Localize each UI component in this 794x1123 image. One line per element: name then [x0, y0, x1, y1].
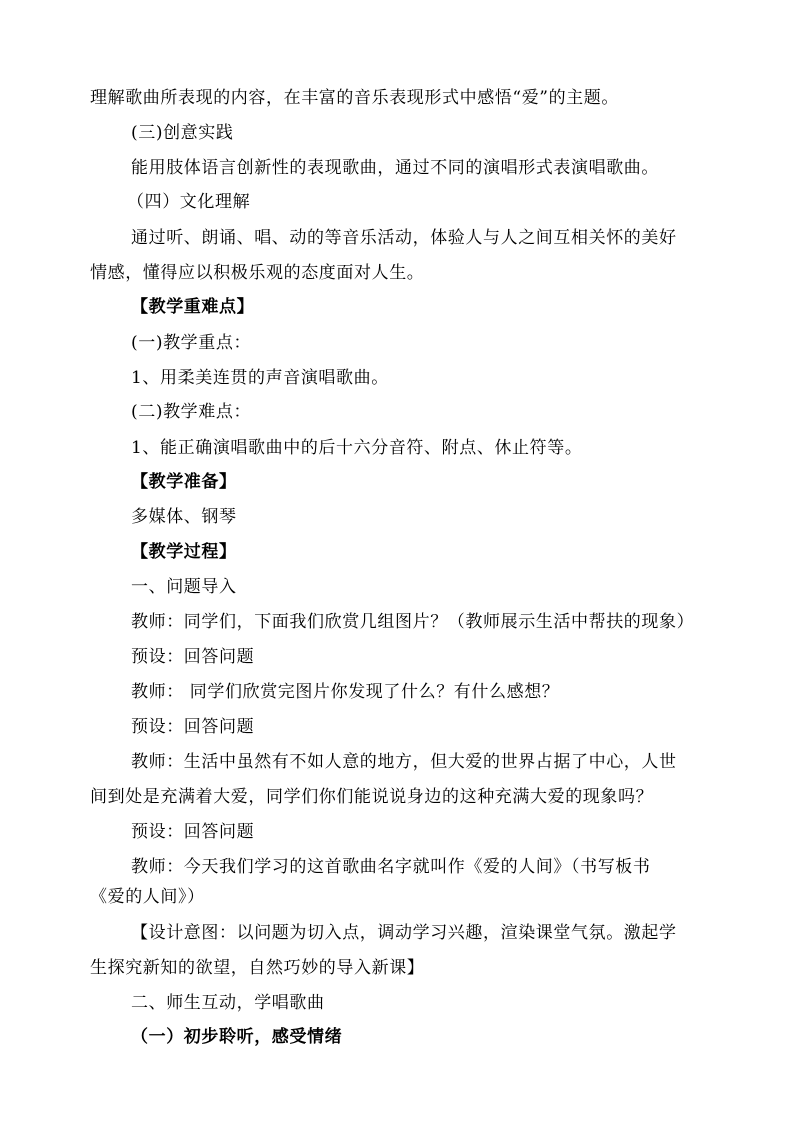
- paragraph-line: 教师： 同学们欣赏完图片你发现了什么？有什么感想？: [131, 682, 560, 702]
- subheading-question-intro: 一、问题导入: [131, 577, 237, 597]
- paragraph-line: 能用肢体语言创新性的表现歌曲，通过不同的演唱形式表演唱歌曲。: [131, 158, 659, 178]
- paragraph-line: 通过听、朗诵、唱、动的等音乐活动，体验人与人之间互相关怀的美好: [131, 228, 677, 248]
- paragraph-line: 理解歌曲所表现的内容，在丰富的音乐表现形式中感悟“爱”的主题。: [90, 88, 619, 108]
- paragraph-line: 教师：生活中虽然有不如人意的地方，但大爱的世界占据了中心，人世: [131, 752, 677, 772]
- subheading-interaction: 二、师生互动，学唱歌曲: [131, 993, 325, 1013]
- subheading-first-listening: （一）初步聆听，感受情绪: [131, 1027, 343, 1047]
- list-item: 1、用柔美连贯的声音演唱歌曲。: [131, 368, 389, 388]
- paragraph-line: 多媒体、钢琴: [131, 507, 237, 527]
- paragraph-line: 情感，懂得应以积极乐观的态度面对人生。: [90, 263, 425, 283]
- subheading-teaching-focus: (一)教学重点：: [131, 333, 252, 353]
- paragraph-line: 预设：回答问题: [131, 822, 255, 842]
- paragraph-line: 教师：同学们，下面我们欣赏几组图片？（教师展示生活中帮扶的现象）: [131, 612, 695, 632]
- paragraph-line: 教师：今天我们学习的这首歌曲名字就叫作《爱的人间》（书写板书: [131, 857, 651, 877]
- section-heading-preparation: 【教学准备】: [131, 472, 237, 492]
- subheading-cultural-understanding: （四）文化理解: [127, 192, 251, 212]
- list-item: 1、能正确演唱歌曲中的后十六分音符、附点、休止符等。: [131, 438, 583, 458]
- section-heading-key-points: 【教学重难点】: [131, 297, 255, 317]
- design-intent-line: 【设计意图：以问题为切入点，调动学习兴趣，渲染课堂气氛。激起学: [131, 923, 677, 943]
- paragraph-line: 《爱的人间》）: [90, 887, 205, 907]
- subheading-creative-practice: (三)创意实践: [131, 123, 234, 143]
- paragraph-line: 预设：回答问题: [131, 647, 255, 667]
- paragraph-line: 预设：回答问题: [131, 717, 255, 737]
- subheading-teaching-difficulty: (二)教学难点：: [131, 402, 252, 422]
- section-heading-process: 【教学过程】: [131, 542, 237, 562]
- paragraph-line: 间到处是充满着大爱，同学们你们能说说身边的这种充满大爱的现象吗？: [90, 787, 654, 807]
- design-intent-line: 生探究新知的欲望，自然巧妙的导入新课】: [90, 958, 425, 978]
